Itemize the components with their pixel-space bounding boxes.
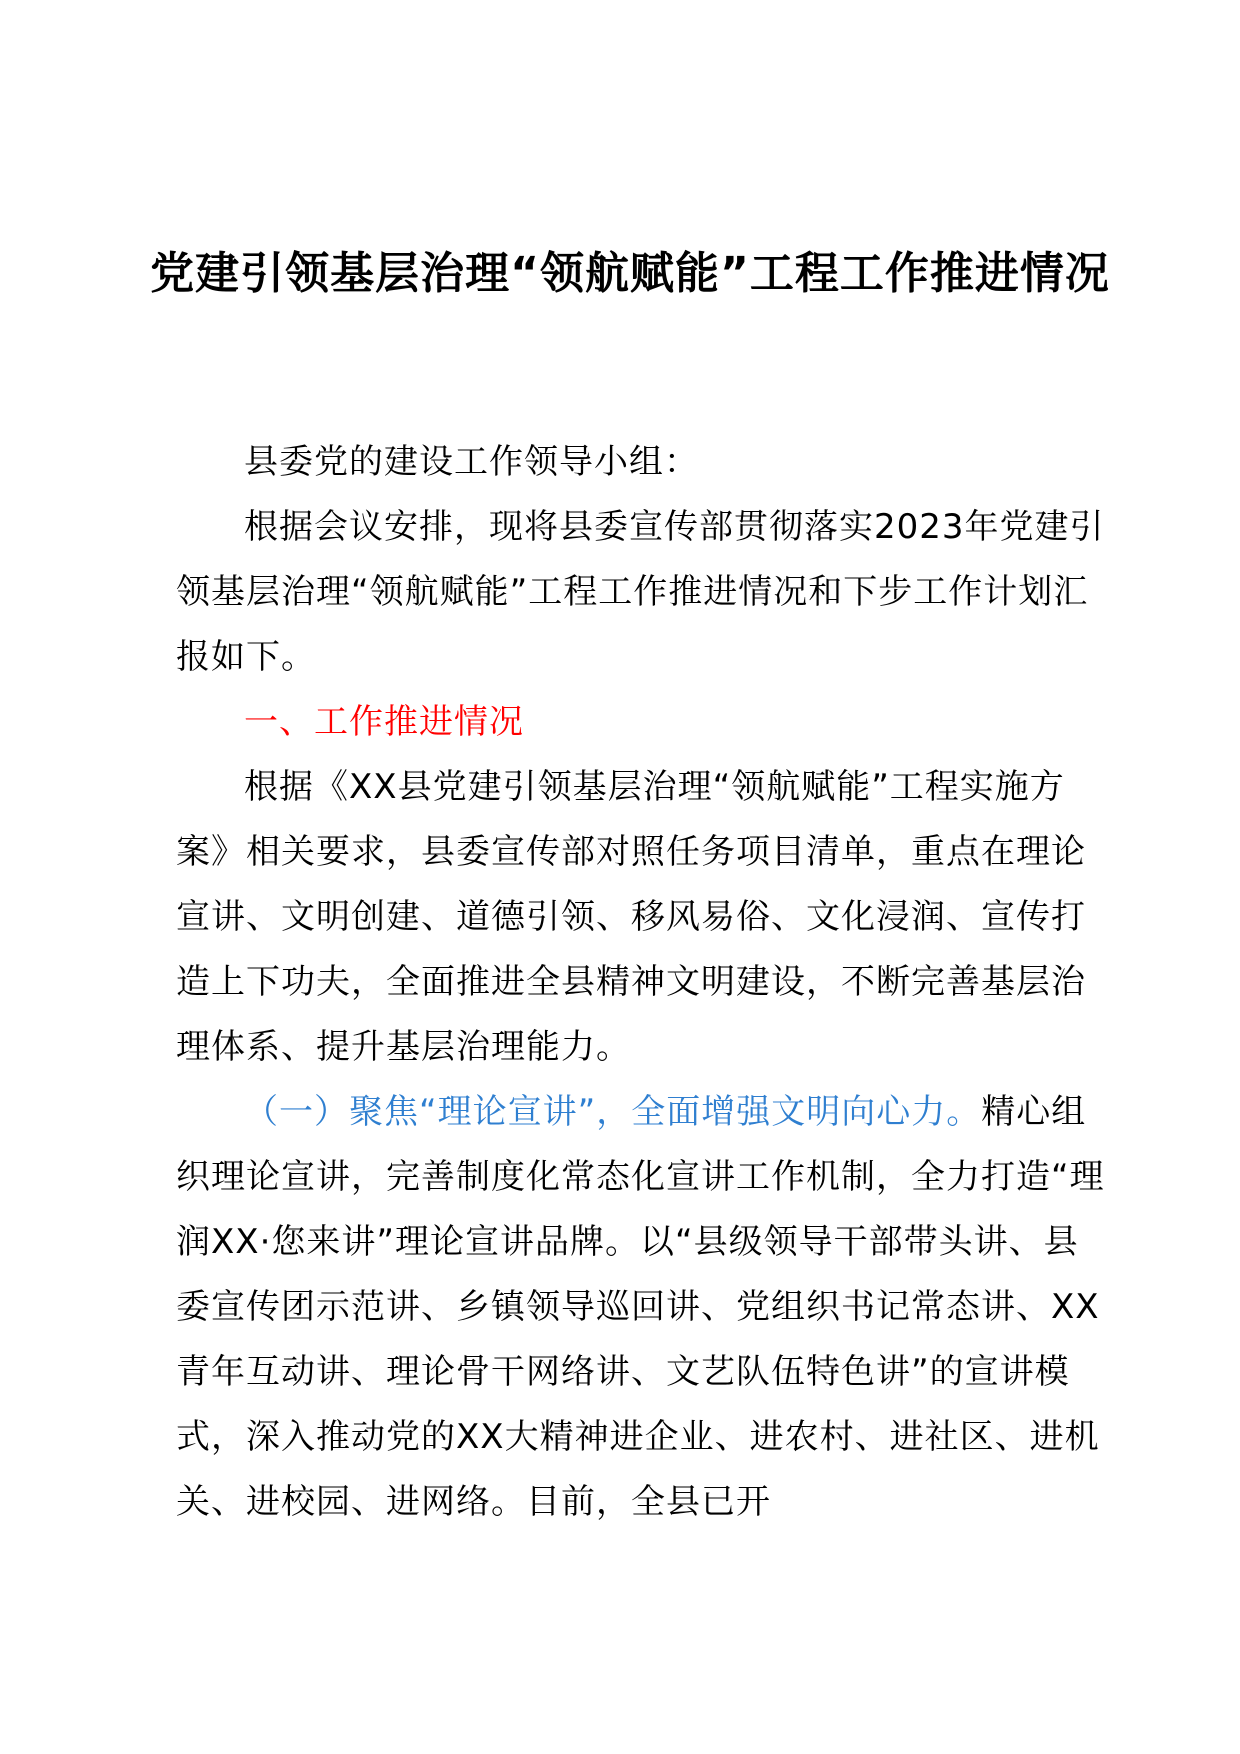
paragraph-section-1: 根据《XX县党建引领基层治理“领航赋能”工程实施方案》相关要求，县委宣传部对照任务项目清单，重点在理论宣讲、文明创建、道德引领、移风易俗、文化浸润、宣传打造上下功夫，全面推进全县精神文明建设，不断完善基层治理体系、提升基层治理能力。 — [176, 767, 1086, 1067]
paragraph-intro: 根据会议安排，现将县委宣传部贯彻落实2023年党建引领基层治理“领航赋能”工程工作推进情况和下步工作计划汇报如下。 — [176, 507, 1105, 677]
subsection-1-text: 精心组织理论宣讲，完善制度化常态化宣讲工作机制，全力打造“理润XX·您来讲”理论宣讲品牌。以“县级领导干部带头讲、县委宣传团示范讲、乡镇领导巡回讲、党组织书记常态讲、XX青年互动讲、理论骨干网络讲、文艺队伍特色讲”的宣讲模式，深入推动党的XX大精神进企业、进农村、进社区、进机关、进校园、进网络。目前，全县已开 — [176, 1092, 1105, 1522]
paragraph-subsection-1 — [176, 1080, 1106, 1535]
section-heading-1: 一、工作推进情况 — [244, 702, 524, 742]
document-title: 党建引领基层治理“领航赋能”工程工作推进情况 — [150, 248, 1110, 299]
salutation: 县委党的建设工作领导小组： — [244, 442, 699, 482]
subsection-heading-1: （一）聚焦“理论宣讲”，全面增强文明向心力。 — [244, 1092, 982, 1132]
